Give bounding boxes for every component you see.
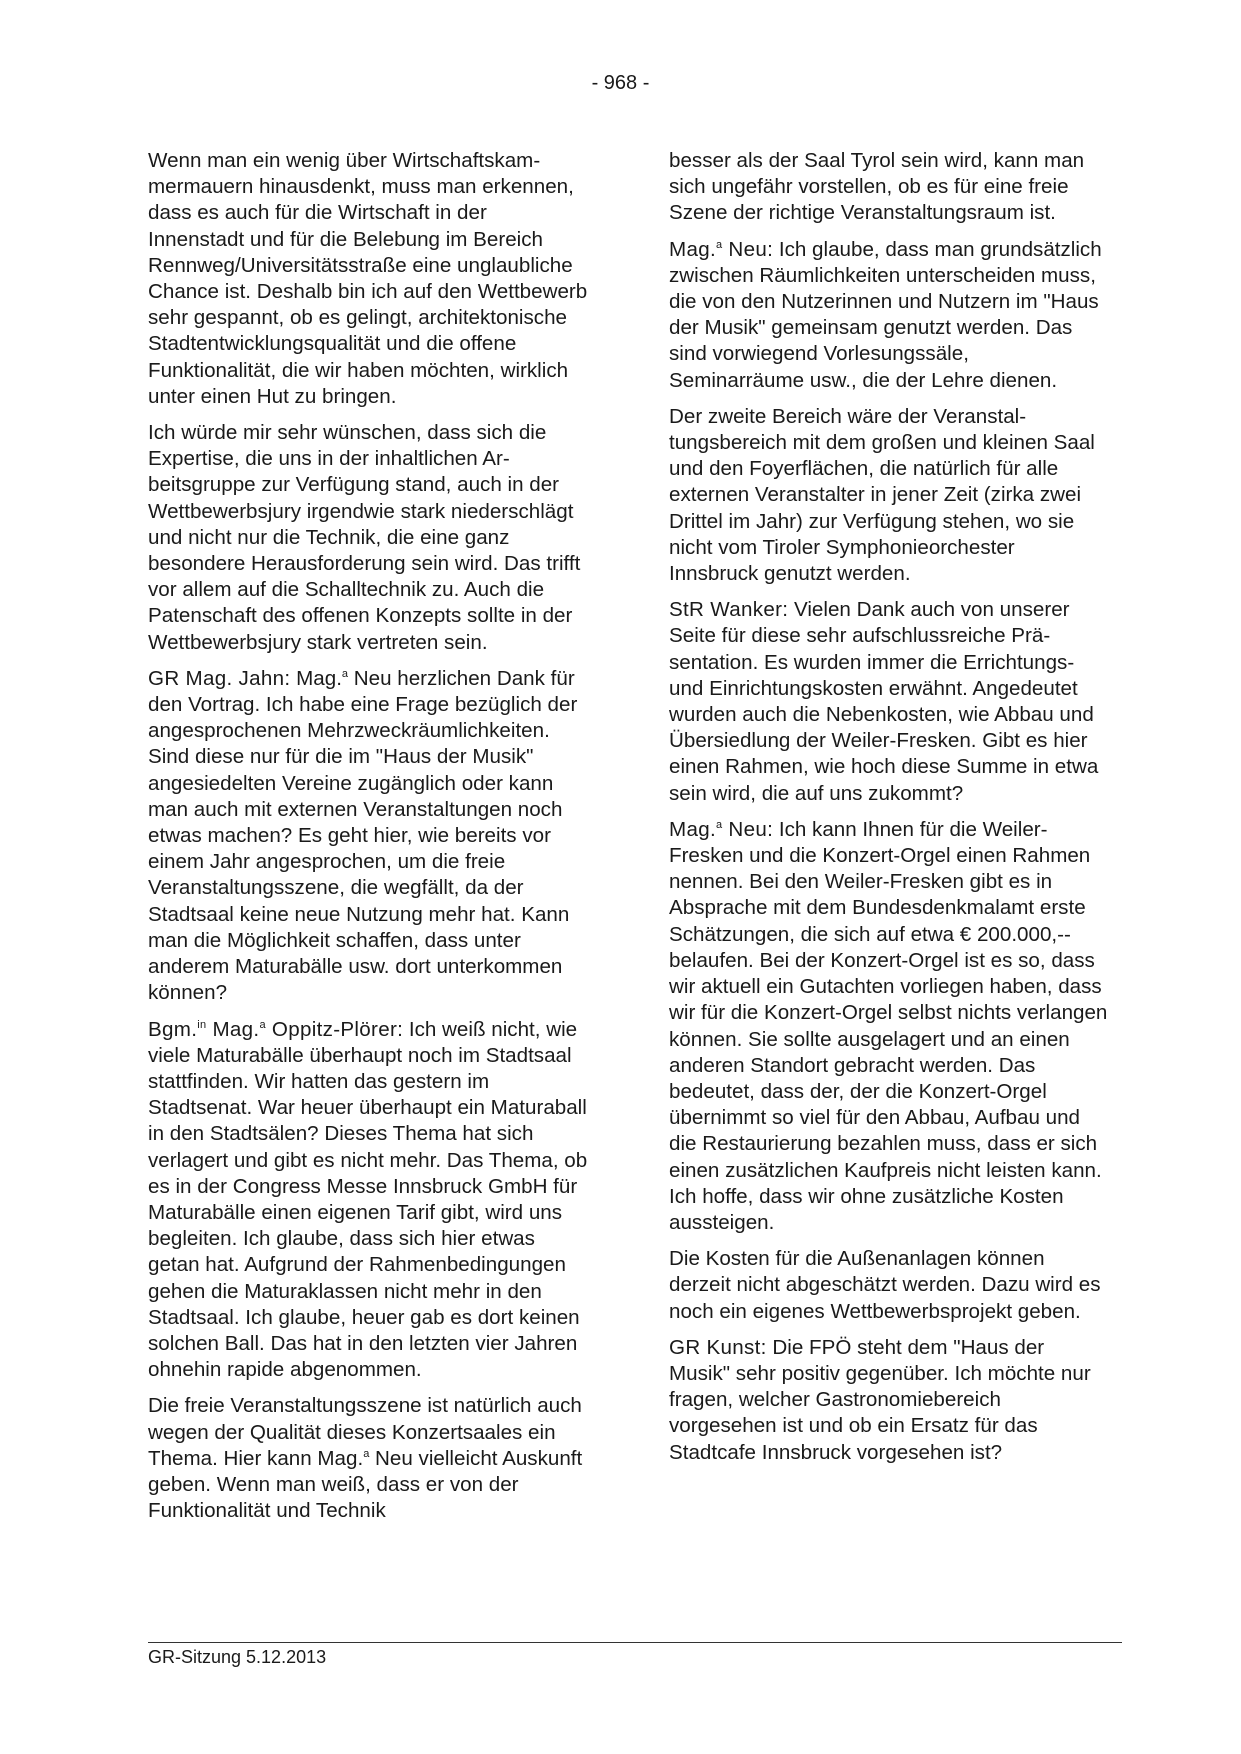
speech-paragraph: [669, 817, 1109, 1236]
paragraph-text: Ich glaube, dass man grundsätzlich zwischen Räumlichkeiten unterscheiden muss, die von den Nutzerinnen und Nutzern im "Haus der Musik" gemeinsam genutzt werden. Das sind vorwiegend Vorlesungssäle, Seminarräume usw., die der Lehre dienen.: [669, 237, 1102, 392]
paragraph-text: Neu vielleicht Auskunft geben. Wenn man weiß, dass er von der Funktionalität und Technik: [148, 1446, 583, 1523]
paragraph-text: Die FPÖ steht dem "Haus der Musik" sehr positiv gegenüber. Ich möchte nur fragen, welcher Gastronomiebereich vorgesehen ist und ob ein Ersatz für das Stadtcafe Innsbruck vorgesehen ist?: [669, 1335, 1091, 1464]
footer-divider: [148, 1642, 1122, 1643]
speaker-surname: Neu:: [722, 817, 774, 841]
speech-paragraph: [669, 1335, 1109, 1466]
paragraph-text: Vielen Dank auch von unserer Seite für diese sehr aufschlussreiche Präsentation. Es wurden immer die Errichtungs- und Einrichtungskosten erwähnt. Angedeutet wurden auch die Nebenkosten, wie Abbau und Übersiedlung der Weiler-Fresken. Gibt es hier einen Rahmen, wie hoch diese Summe in etwa sein wird, die auf uns zukommt?: [669, 598, 1099, 805]
speaker-surname: Neu:: [722, 237, 774, 261]
speaker-title: Mag.: [669, 237, 716, 261]
speech-paragraph: [669, 597, 1109, 807]
paragraph: Der zweite Bereich wäre der Veranstaltungsbereich mit dem großen und kleinen Saal und den Foyerflächen, die natürlich für alle externen Veranstalter in jener Zeit (zirka zwei Drittel im Jahr) zur Verfügung stehen, wo sie nicht vom Tiroler Symphonieorchester Innsbruck genutzt werden.: [669, 404, 1095, 586]
speaker-name: GR Mag. Jahn:: [148, 666, 291, 690]
paragraph-text: Ich kann Ihnen für die Weiler-Fresken und die Konzert-Orgel einen Rahmen nennen. Bei den Weiler-Fresken gibt es in Absprache mit dem Bundesdenkmalamt erste Schätzungen, die sich auf etwa € 200.000,-- belaufen. Bei der Konzert-Orgel ist es so, dass wir aktuell ein Gutachten vorliegen haben, dass wir für die Konzert-Orgel selbst nichts verlangen können. Sie sollte ausgelagert und an einen anderen Standort gebracht werden. Das bedeutet, dass der, der die Konzert-Orgel übernimmt so viel für den Abbau, Aufbau und die Restaurierung bezahlen muss, dass er sich einen zusätzlichen Kaufpreis nicht leisten kann. Ich hoffe, dass wir ohne zusätzliche Kosten aussteigen.: [669, 817, 1108, 1234]
speaker-title: Mag.: [669, 817, 716, 841]
paragraph-text: Neu herzlichen Dank für den Vortrag. Ich habe eine Frage bezüglich der angesprochenen Mehrzweckräumlichkeiten. Sind diese nur für die im "Haus der Musik" angesiedelten Vereine zugänglich oder kann man auch mit externen Veranstaltungen noch etwas machen? Es geht hier, wie bereits vor einem Jahr angesprochen, um die freie Veranstaltungsszene, die wegfällt, da der Stadtsaal keine neue Nutzung mehr hat. Kann man die Möglichkeit schaffen, dass unter anderem Maturabälle usw. dort unterkommen können?: [148, 666, 578, 1005]
speech-paragraph: [148, 666, 588, 1007]
paragraph: Wenn man ein wenig über Wirtschaftskammermauern hinausdenkt, muss man erkennen, dass es auch für die Wirtschaft in der Innenstadt und für die Belebung im Bereich Rennweg/Universitätsstraße eine unglaubliche Chance ist. Deshalb bin ich auf den Wettbewerb sehr gespannt, ob es gelingt, architektonische Stadtentwicklungsqualität und die offene Funktionalität, die wir haben möchten, wirklich unter einen Hut zu bringen.: [148, 149, 588, 408]
page-number: - 968 -: [591, 72, 650, 94]
speaker-surname: Oppitz-Plörer:: [265, 1017, 404, 1041]
speaker-title: Bgm.: [148, 1017, 198, 1041]
speaker-name: [669, 238, 773, 261]
speaker-name: StR Wanker:: [669, 598, 789, 622]
superscript: in: [197, 1018, 207, 1031]
superscript: a: [363, 1447, 370, 1460]
speech-paragraph: [669, 237, 1109, 394]
speaker-name: [669, 818, 773, 841]
speaker-title: Mag.: [206, 1017, 260, 1041]
speech-paragraph: [148, 1017, 588, 1384]
footer-session-date: GR-Sitzung 5.12.2013: [148, 1647, 327, 1667]
paragraph: Die Kosten für die Außenanlagen können derzeit nicht abgeschätzt werden. Dazu wird es noch ein eigenes Wettbewerbsprojekt geben.: [669, 1247, 1101, 1323]
speaker-name: GR Kunst:: [669, 1335, 767, 1359]
superscript: a: [259, 1018, 266, 1031]
superscript: a: [715, 818, 723, 831]
paragraph-text: Ich weiß nicht, wie viele Maturabälle überhaupt noch im Stadtsaal stattfinden. Wir hatten das gestern im Stadtsenat. War heuer überhaupt ein Maturaball in den Stadtsälen? Dieses Thema hat sich verlagert und gibt es nicht mehr. Das Thema, ob es in der Congress Messe Innsbruck GmbH für Maturabälle einen eigenen Tarif gibt, wird uns begleiten. Ich glaube, dass sich hier etwas getan hat. Aufgrund der Rahmenbedingungen gehen die Maturaklassen nicht mehr in den Stadtsaal. Ich glaube, heuer gab es dort keinen solchen Ball. Das hat in den letzten vier Jahren ohnehin rapide abgenommen.: [148, 1017, 588, 1382]
paragraph-text: Die freie Veranstaltungsszene ist natürlich auch wegen der Qualität dieses Konzertsaales ein Thema. Hier kann Mag.: [148, 1394, 582, 1470]
paragraph-text: Mag.: [290, 666, 342, 690]
superscript: a: [341, 667, 349, 680]
paragraph: [148, 1393, 588, 1524]
paragraph: Ich würde mir sehr wünschen, dass sich die Expertise, die uns in der inhaltlichen Arbeitsgruppe zur Verfügung stand, auch in der Wettbewerbsjury irgendwie stark niederschlägt und nicht nur die Technik, die eine ganz besondere Herausforderung sein wird. Das trifft vor allem auf die Schalltechnik zu. Auch die Patenschaft des offenen Konzepts sollte in der Wettbewerbsjury stark vertreten sein.: [148, 421, 581, 654]
paragraph: besser als der Saal Tyrol sein wird, kann man sich ungefähr vorstellen, ob es für eine freie Szene der richtige Veranstaltungsraum ist.: [669, 149, 1085, 225]
left-column: [148, 148, 588, 1534]
right-column: [669, 148, 1109, 1476]
speaker-name: [148, 1018, 403, 1041]
superscript: a: [715, 238, 723, 251]
